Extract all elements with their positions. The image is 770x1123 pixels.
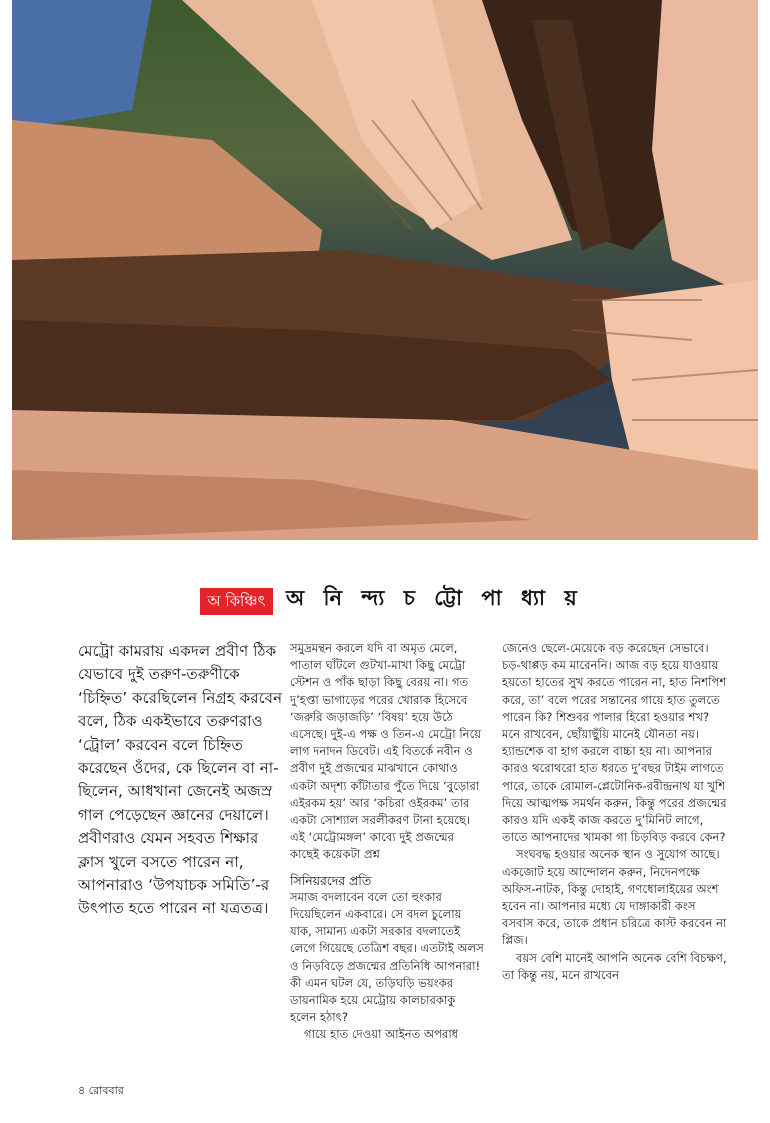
paragraph: জেনেও ছেলে-মেয়েকে বড় করেছেন সেভাবে। চড়-থাপ্পড় কম মারেননি। আজ বড় হয়ে যাওয়ায় হয়তো হাতের সুখ করতে পারেন না, হাত নিশপিশ করে, তা’ বলে পরের সন্তানের গায়ে হাত তুলতে পারেন কি? শিশুবর পালার হিরো হওয়ার শখ? মনে রাখবেন, ছোঁয়াছুঁয়ি মানেই যৌনতা নয়। হ্যান্ডশেক বা হাগ করলে বাচ্চা হয় না। আপনার কারও থরোথরো হাত ধরতে দু’বছর টাইম লাগতে পারে, তাকে রোমাল-প্লেটোনিক-রবীন্দ্রনাথ যা খুশি দিয়ে আত্মপক্ষ সমর্থন করুন, কিন্তু পরের প্রজন্মের কারও যদি একই কাজ করতে দু’মিনিট লাগে, তাতে আপনাদের খামকা গা চিড়বিড় করবে কেন?	[502, 641, 727, 845]
paragraph: সমাজ বদলাবেন বলে তো হুংকার দিয়েছিলেন একবারে। সে বদল চুলোয় যাক, সামান্য একটা সরকার বদলাতেই লেগে গিয়েছে তেত্রিশ বছর। এতটাই অলস ও নিড়বিড়ে প্রজন্মের প্রতিনিধি আপনারা! কী এমন ঘটল যে, তড়িঘড়ি ভয়ংকর ডায়নামিক হয়ে মেট্রোয় কালচারকাকু হলেন হঠাৎ?	[290, 889, 484, 1025]
paragraph: বয়স বেশি মানেই আপনি অনেক বেশি বিচক্ষণ, তা কিন্তু নয়, মনে রাখবেন	[502, 950, 727, 982]
author-name: অ নি ন্দ্য চ ট্টো পা ধ্যা য়	[286, 586, 583, 610]
hero-photo	[12, 0, 758, 540]
paragraph: সমুদ্রমন্থন করলে যদি বা অমৃত মেলে, পাতাল ঘাঁটলে গুটখা-মাখা কিছু মেট্রো স্টেশন ও পাঁক ছাড়া কিছু বেরয় না। গত দু’হপ্তা ভাগাড়ের পরের খোরাক হিসেবে ‘জরুরি জড়াজড়ি’ ‘বিষয়’ হয়ে উঠে এসেছে। দুই-এ পক্ষ ও তিন-এ মেট্রো নিয়ে লাগ দনাদন ডিবেট। এই বিতর্কে নবীন ও প্রবীণ দুই প্রজন্মের মাঝখানে কোথাও একটা অদৃশ্য কাঁটাতার পুঁতে দিয়ে ‘বুড়োরা এইরকম হয়’ আর ‘কচিরা ওইরকম’ তার একটা সোশ্যাল সরলীকরণ টানা হয়েছে। এই ‘মেট্রোমঙ্গল’ কাব্যে দুই প্রজন্মের কাছেই কয়েকটা প্রশ্ন	[290, 641, 482, 862]
paragraph: গায়ে হাত দেওয়া আইনত অপরাধ	[304, 1027, 459, 1042]
article-column-3	[502, 640, 727, 984]
subheading: সিনিয়রদের প্রতি	[290, 872, 372, 888]
article-column-2	[290, 640, 485, 1044]
hands-together-photo	[12, 0, 758, 540]
page-footer: ৪ রোববার	[78, 1084, 124, 1097]
paragraph: সংঘবদ্ধ হওয়ার অনেক স্থান ও সুযোগ আছে। একজোট হয়ে আন্দোলন করুন, নিদেনপক্ষে অফিস-নাটক, কিন্তু দোহাই, গণধোলাইয়ের অংশ হবেন না। আপনার মধ্যে যে দাঙ্গাকারী কংস বসবাস করে, তাকে প্রধান চরিত্রে কাস্ট করবেন না প্লিজ।	[502, 847, 727, 948]
column-tag: অ কিঞ্চিৎ	[200, 588, 273, 615]
intro-text: মেট্রো কামরায় একদল প্রবীণ ঠিক যেভাবে দুই তরুণ-তরুণীকে ‘চিহ্নিত’ করেছিলেন নিগ্রহ করবেন বলে, ঠিক একইভাবে তরুণরাও ‘ট্রোল’ করবেন বলে চিহ্নিত করেছেন ওঁদের, কে ছিলেন বা না-ছিলেন, আধখানা জেনেই অজস্র গাল পেড়েছেন জ্ঞানের দেয়ালে। প্রবীণরাও যেমন সহবত শিক্ষার ক্লাস খুলে বসতে পারেন না, আপনারাও ‘উপযাচক সমিতি’-র উৎপাত হতে পারেন না যত্রতত্র।	[78, 642, 283, 918]
